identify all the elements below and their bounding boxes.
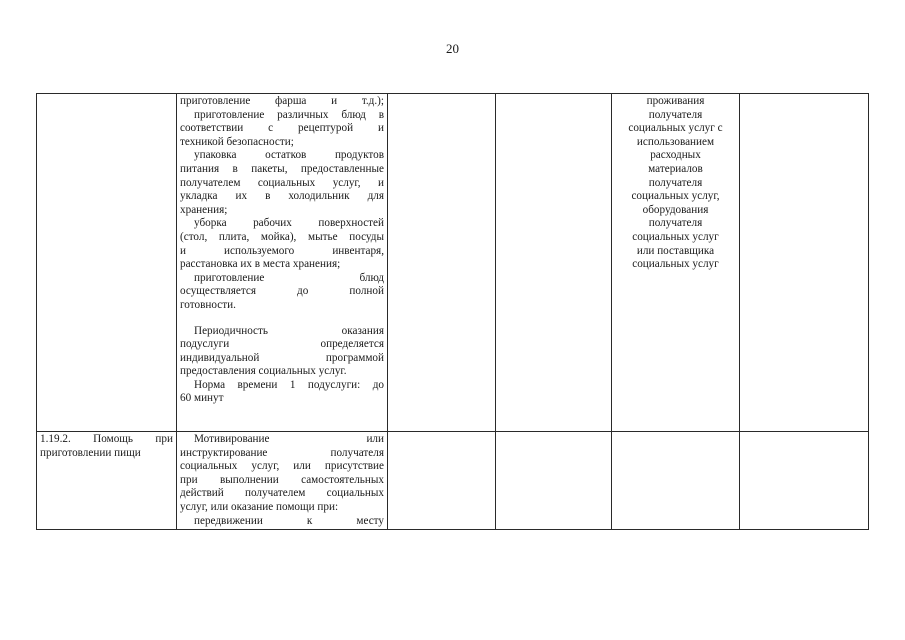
service-description-cell: [177, 432, 388, 530]
description-line: индивидуальной программой: [180, 351, 384, 364]
description-line: передвижении к месту: [194, 514, 384, 527]
description-line: инструктирование получателя: [180, 446, 384, 459]
description-line: приготовление блюд: [194, 271, 384, 284]
condition-line: социальных услуг с: [628, 122, 723, 135]
description-line: соответствии с рецептурой и: [180, 122, 384, 135]
empty-cell: [740, 432, 869, 530]
empty-cell: [496, 94, 612, 432]
description-line: приготовление фарша и т.д.);: [180, 95, 384, 107]
table-row: [37, 432, 869, 530]
description-line: уборка рабочих поверхностей: [194, 217, 384, 230]
condition-line: социальных услуг: [632, 230, 719, 243]
condition-line: оборудования: [642, 203, 709, 216]
condition-line: расходных: [650, 149, 701, 162]
description-line: услуг, или оказание помощи при:: [180, 500, 339, 513]
service-condition-cell: [612, 94, 740, 432]
description-line: осуществляется до полной: [180, 285, 384, 298]
condition-line: социальных услуг: [632, 258, 719, 271]
condition-line: материалов: [648, 162, 703, 175]
description-line: Периодичность оказания: [194, 324, 384, 337]
description-line: Мотивирование или: [194, 433, 384, 445]
empty-cell: [388, 94, 496, 432]
description-line: техникой безопасности;: [180, 135, 294, 148]
empty-cell: [388, 432, 496, 530]
services-table: [36, 93, 869, 530]
description-line: Норма времени 1 подуслуги: до: [194, 378, 384, 391]
condition-line: получателя: [648, 108, 703, 121]
table-row: [37, 94, 869, 432]
description-line: и используемого инвентаря,: [180, 244, 384, 257]
empty-cell: [740, 94, 869, 432]
service-code-cell: [37, 94, 177, 432]
description-line: (стол, плита, мойка), мытье посуды: [180, 230, 384, 243]
description-line: укладка их в холодильник для: [180, 190, 384, 203]
description-line: предоставления социальных услуг.: [180, 365, 347, 378]
description-line: действий получателем социальных: [180, 487, 384, 500]
description-line: расстановка их в места хранения;: [180, 258, 341, 271]
description-line: при выполнении самостоятельных: [180, 473, 384, 486]
condition-line: или поставщика: [636, 244, 715, 257]
page-number: 20: [446, 41, 459, 56]
description-line: питания в пакеты, предоставленные: [180, 162, 384, 175]
service-description-cell: [177, 94, 388, 432]
service-code-line: 1.19.2. Помощь при: [40, 433, 173, 445]
condition-line: социальных услуг,: [631, 190, 720, 203]
description-line: упаковка остатков продуктов: [194, 149, 384, 162]
empty-cell: [496, 432, 612, 530]
description-line: социальных услуг, или присутствие: [180, 460, 384, 473]
description-line: приготовление различных блюд в: [194, 108, 384, 121]
description-line: получателем социальных услуг, и: [180, 176, 384, 189]
description-line: готовности.: [180, 298, 236, 311]
empty-cell: [612, 432, 740, 530]
condition-line: проживания: [646, 95, 705, 107]
condition-line: получателя: [648, 217, 703, 230]
service-code-cell: [37, 432, 177, 530]
condition-line: использованием: [636, 135, 715, 148]
condition-line: получателя: [648, 176, 703, 189]
description-line: хранения;: [180, 203, 228, 216]
description-line: подуслуги определяется: [180, 338, 384, 351]
service-code-line: приготовлении пищи: [40, 446, 141, 459]
description-line: 60 минут: [180, 392, 224, 405]
